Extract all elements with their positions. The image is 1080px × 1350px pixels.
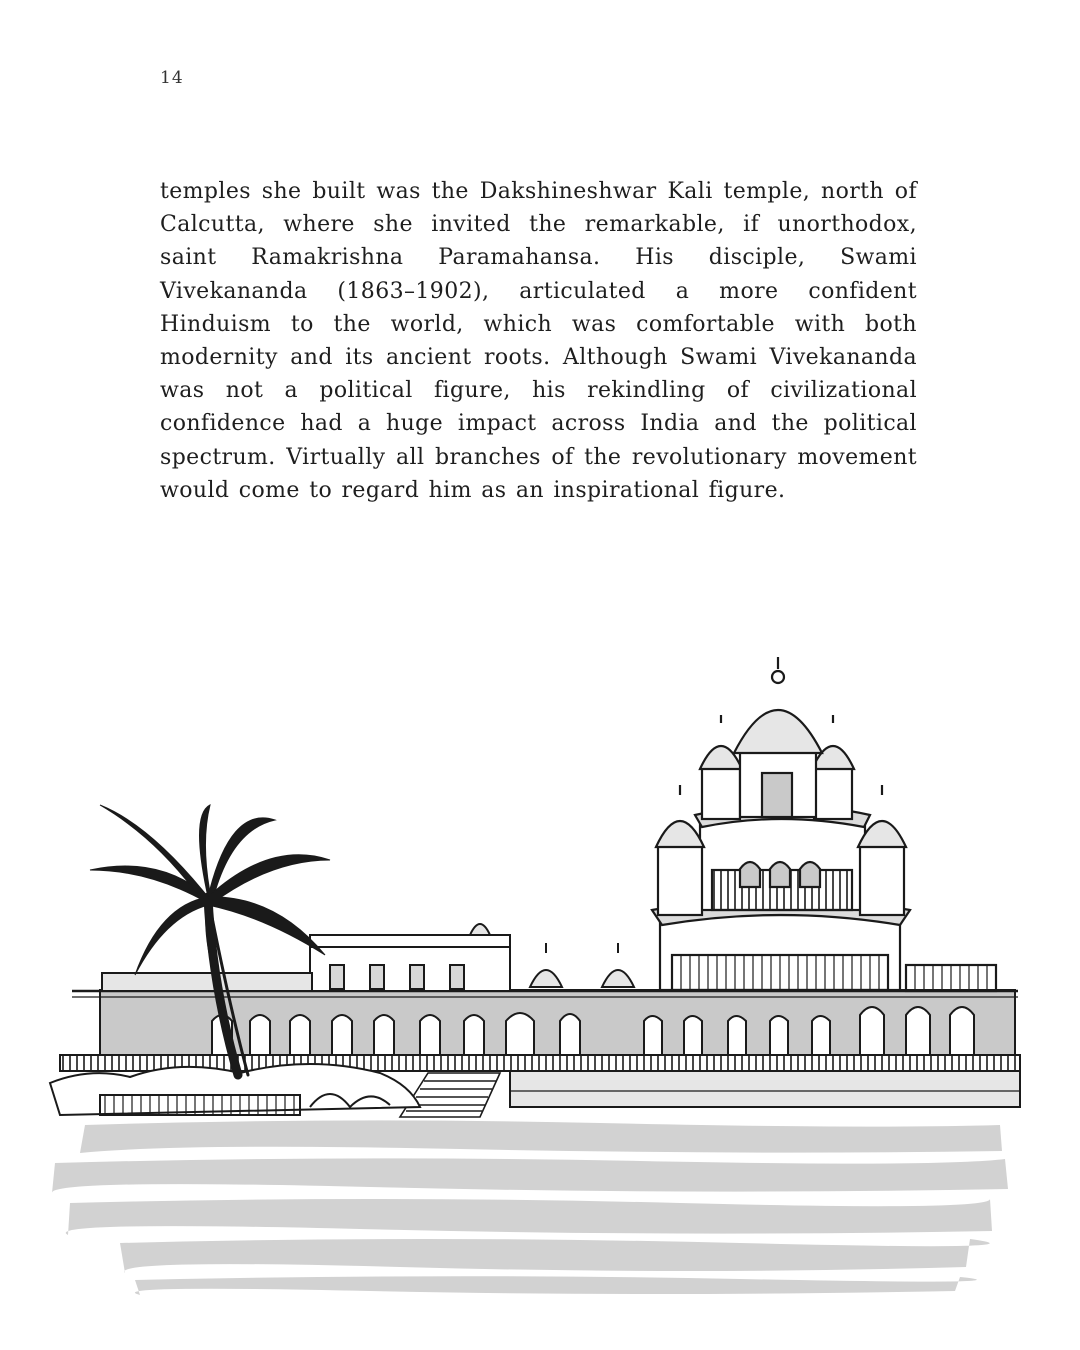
dakshineshwar-temple — [652, 657, 996, 991]
body-paragraph: temples she built was the Dakshineshwar Kali temple, north of Calcutta, where she invited the remarkable, if unorthodox, saint Ramakrishna Paramahansa. His disciple, Swami Vivekananda (1863–1902), articulated a more confident Hinduism to the world, which was comfortable with both modernity and its ancient roots. Although Swami Vivekananda was not a political figure, his rekindling of civilizational confidence had a huge impact across India and the political spectrum. Virtually all branches of the revolutionary movement would come to regard him as an inspirational figure. — [160, 179, 917, 503]
ghat-steps — [400, 1073, 500, 1117]
temple-illustration — [40, 655, 1040, 1305]
small-domes — [530, 943, 634, 987]
page-number: 14 — [160, 68, 184, 88]
river-water — [52, 1120, 1008, 1295]
